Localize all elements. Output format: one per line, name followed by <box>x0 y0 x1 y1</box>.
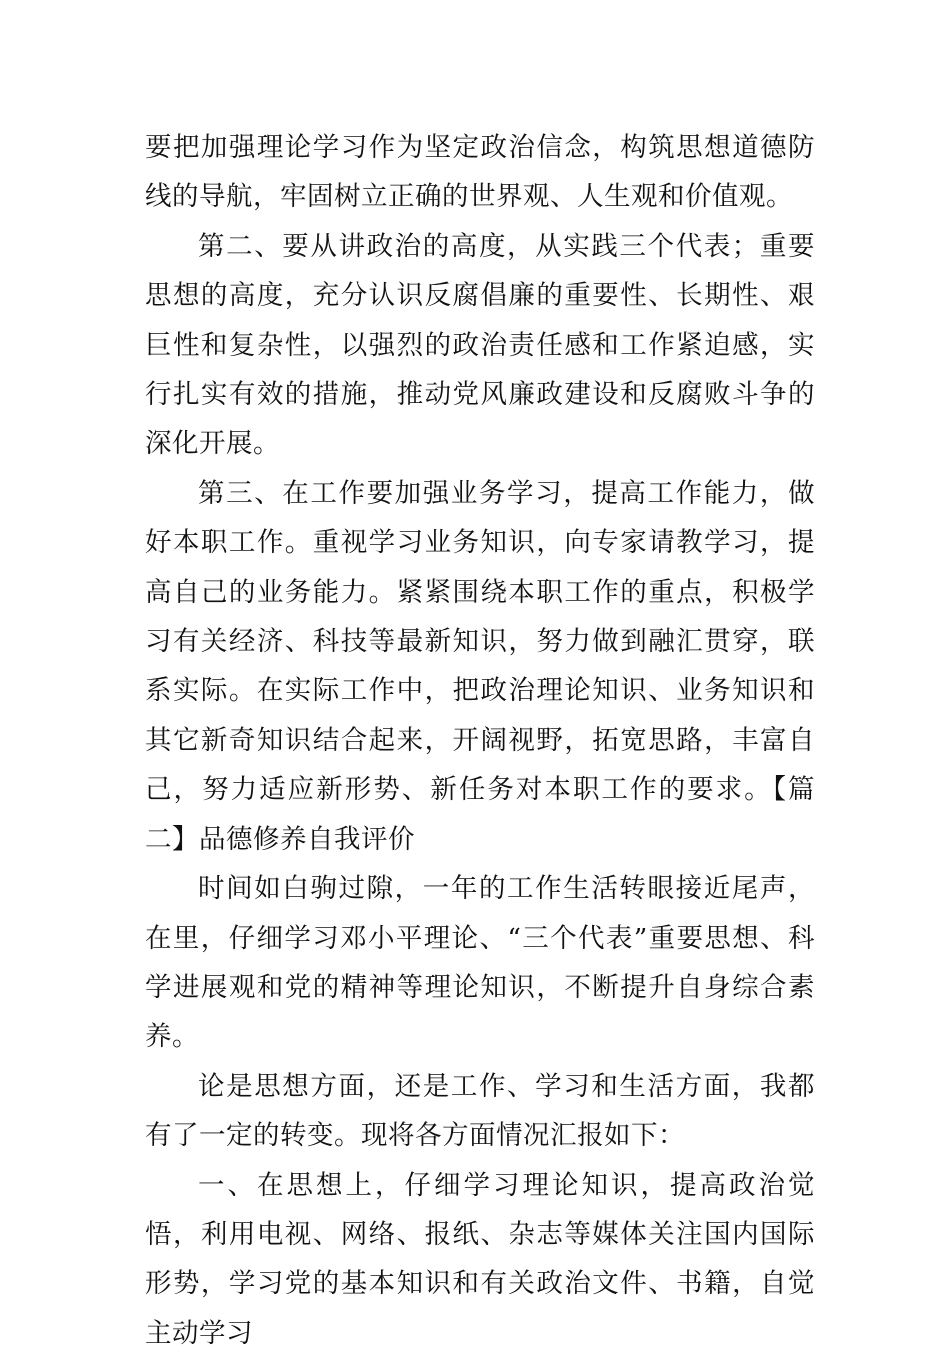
paragraph-2: 第二、要从讲政治的高度，从实践三个代表；重要思想的高度，充分认识反腐倡廉的重要性、长期性、艰巨性和复杂性，以强烈的政治责任感和工作紧迫感，实行扎实有效的措施，推动党风廉政建设和反腐败斗争的深化开展。 <box>145 230 815 460</box>
paragraph-1: 要把加强理论学习作为坚定政治信念，构筑思想道德防线的导航，牢固树立正确的世界观、人生观和价值观。 <box>145 132 815 213</box>
paragraph-3: 第三、在工作要加强业务学习，提高工作能力，做好本职工作。重视学习业务知识，向专家请教学习，提高自己的业务能力。紧紧围绕本职工作的重点，积极学习有关经济、科技等最新知识，努力做到融汇贯穿，联系实际。在实际工作中，把政治理论知识、业务知识和其它新奇知识结合起来，开阔视野，拓宽思路，丰富自己，努力适应新形势、新任务对本职工作的要求。【篇二】品德修养自我评价 <box>145 477 815 855</box>
paragraph-6: 一、在思想上，仔细学习理论知识，提高政治觉悟，利用电视、网络、报纸、杂志等媒体关注国内国际形势，学习党的基本知识和有关政治文件、书籍，自觉主动学习 <box>145 1169 815 1349</box>
document-body <box>145 123 815 1358</box>
paragraph-5: 论是思想方面，还是工作、学习和生活方面，我都有了一定的转变。现将各方面情况汇报如下： <box>145 1070 815 1152</box>
paragraph-4: 时间如白驹过隙，一年的工作生活转眼接近尾声，在里，仔细学习邓小平理论、“三个代表”重要思想、科学进展观和党的精神等理论知识，不断提升自身综合素养。 <box>145 873 815 1053</box>
